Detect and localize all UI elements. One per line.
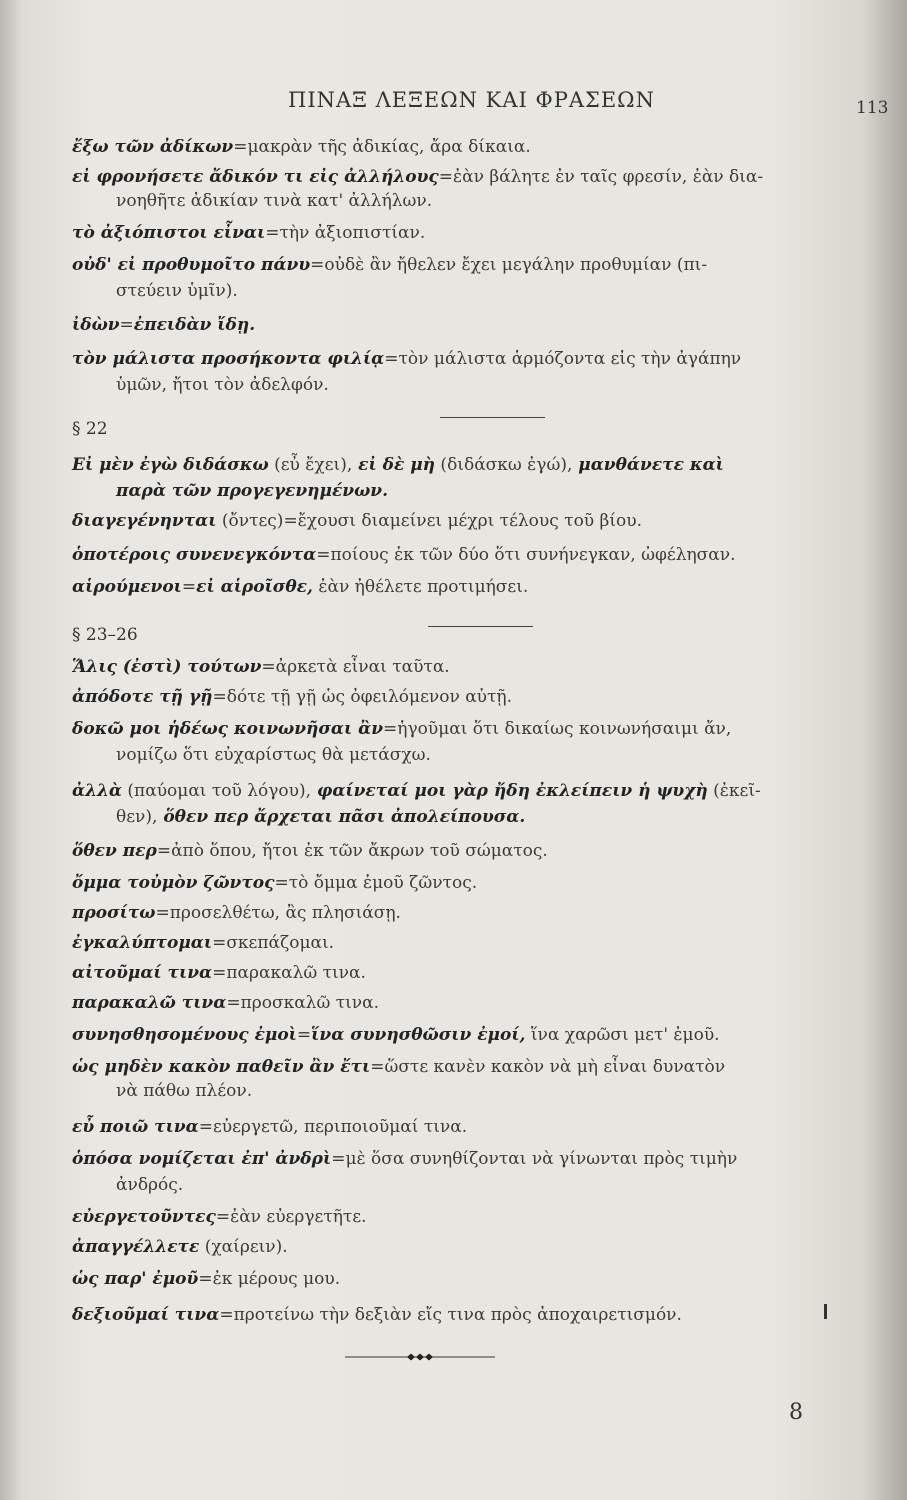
glossary-entry bbox=[72, 347, 741, 371]
entry-separator: = bbox=[370, 1057, 385, 1077]
entry-gloss: ἡγοῦμαι ὅτι δικαίως κοινωνήσαιμι ἄν, bbox=[397, 719, 732, 739]
entry-term: αἰτοῦμαί τινα bbox=[72, 963, 213, 983]
section-divider bbox=[428, 626, 533, 627]
entry-gloss: ἀρκετὰ εἶναι ταῦτα. bbox=[275, 657, 450, 677]
entry-separator: = bbox=[155, 903, 170, 923]
entry-gloss: ἵνα χαρῶσι μετ' ἐμοῦ. bbox=[525, 1025, 720, 1045]
entry-term: ὁπόσα νομίζεται ἐπ' ἀνδρὶ bbox=[72, 1149, 332, 1169]
entry-gloss: τὸ ὄμμα ἐμοῦ ζῶντος. bbox=[288, 873, 478, 893]
entry-term: εὖ ποιῶ τινα bbox=[72, 1117, 199, 1137]
entry-separator: = bbox=[331, 1149, 346, 1169]
end-ornament bbox=[345, 1352, 495, 1362]
entry-separator: = bbox=[212, 963, 227, 983]
glossary-entry bbox=[72, 313, 255, 337]
entry-separator: = bbox=[265, 223, 280, 243]
entry-separator: = bbox=[219, 1305, 234, 1325]
entry-term: ὁποτέροις συνενεγκόντα bbox=[72, 545, 317, 565]
entry-separator: = bbox=[274, 873, 289, 893]
glossary-entry bbox=[72, 839, 548, 863]
entry-term: οὐδ' εἰ προθυμοῖτο πάνυ bbox=[72, 255, 311, 275]
margin-mark bbox=[824, 1304, 827, 1319]
glossary-entry bbox=[72, 453, 724, 477]
entry-term: ἐγκαλύπτομαι bbox=[72, 933, 213, 953]
glossary-entry bbox=[116, 1079, 252, 1103]
entry-term: Εἰ μὲν ἐγὼ διδάσκω bbox=[72, 455, 269, 475]
entry-gloss: (παύομαι τοῦ λόγου), bbox=[122, 781, 312, 801]
glossary-entry bbox=[72, 1303, 682, 1327]
entry-term: εἰ φρονήσετε ἄδικόν τι εἰς ἀλλήλους bbox=[72, 167, 439, 187]
glossary-entry bbox=[116, 805, 525, 829]
section-label: § 22 bbox=[72, 419, 108, 439]
entry-gloss: ἐκ μέρους μου. bbox=[212, 1269, 341, 1289]
glossary-entry bbox=[72, 901, 401, 925]
entry-separator: = bbox=[316, 545, 331, 565]
entry-term: ἔξω τῶν ἀδίκων bbox=[72, 137, 234, 157]
entry-gloss: (διδάσκω ἐγώ), bbox=[435, 455, 573, 475]
entry-gloss: δότε τῇ γῇ ὡς ὀφειλόμενον αὐτῇ. bbox=[226, 687, 513, 707]
entry-term: αἱρούμενοι bbox=[72, 577, 182, 597]
glossary-entry bbox=[72, 655, 450, 679]
entry-term: ἀλλὰ bbox=[72, 781, 123, 801]
entry-separator: = bbox=[119, 315, 134, 335]
entry-term: ὡς παρ' ἐμοῦ bbox=[72, 1269, 199, 1289]
glossary-entry bbox=[72, 1235, 288, 1259]
entry-term: ἀπόδοτε τῇ γῇ bbox=[72, 687, 213, 707]
glossary-entry bbox=[116, 373, 329, 397]
entry-separator: = bbox=[261, 657, 276, 677]
entry-separator: = bbox=[215, 1207, 231, 1227]
entry-term: δεξιοῦμαί τινα bbox=[72, 1305, 220, 1325]
glossary-entry bbox=[72, 1147, 737, 1171]
entry-separator: = bbox=[310, 255, 325, 275]
entry-separator: = bbox=[296, 1025, 312, 1045]
entry-gloss: προτείνω τὴν δεξιὰν εἴς τινα πρὸς ἀποχαιρετισμόν. bbox=[233, 1305, 682, 1325]
entry-gloss: σκεπάζομαι. bbox=[226, 933, 335, 953]
section-divider bbox=[440, 417, 545, 418]
entry-gloss: ἀπὸ ὅπου, ἤτοι ἐκ τῶν ἄκρων τοῦ σώματος. bbox=[171, 841, 548, 861]
entry-gloss: μὲ ὅσα συνηθίζονται νὰ γίνωνται πρὸς τιμὴν bbox=[345, 1149, 738, 1169]
glossary-entry bbox=[72, 1205, 367, 1229]
glossary-entry bbox=[72, 779, 761, 803]
entry-term: εἰ δὲ μὴ bbox=[352, 455, 436, 475]
glossary-entry bbox=[72, 165, 763, 189]
entry-gloss: ὥστε κανὲν κακὸν νὰ μὴ εἶναι δυνατὸν bbox=[384, 1057, 726, 1077]
entry-term: ὡς μηδὲν κακὸν παθεῖν ἂν ἔτι bbox=[72, 1057, 371, 1077]
entry-gloss: ἐὰν βάλητε ἐν ταῖς φρεσίν, ἐὰν δια- bbox=[453, 167, 764, 187]
section-label: § 23–26 bbox=[72, 625, 138, 645]
entry-gloss: νοηθῆτε ἀδικίαν τινὰ κατ' ἀλλήλων. bbox=[116, 191, 433, 211]
entry-gloss: ὑμῶν, ἤτοι τὸν ἀδελφόν. bbox=[116, 375, 329, 395]
entry-gloss: προσελθέτω, ἂς πλησιάσῃ. bbox=[169, 903, 401, 923]
entry-term: δοκῶ μοι ἡδέως κοινωνῆσαι ἂν bbox=[72, 719, 384, 739]
entry-term: ὅθεν περ ἄρχεται πᾶσι ἀπολείπουσα. bbox=[157, 807, 526, 827]
entry-gloss: ἐὰν εὐεργετῆτε. bbox=[230, 1207, 367, 1227]
glossary-entry bbox=[116, 189, 432, 213]
section-heading bbox=[72, 417, 108, 441]
entry-gloss-term: εἰ αἱροῖσθε, bbox=[196, 577, 313, 597]
entry-gloss: (ὄντες)=ἔχουσι διαμείνει μέχρι τέλους τοῦ βίου. bbox=[216, 511, 643, 531]
entry-gloss: παρακαλῶ τινα. bbox=[226, 963, 366, 983]
entry-separator: = bbox=[198, 1269, 213, 1289]
entry-term: παρὰ τῶν προγεγενημένων. bbox=[116, 481, 388, 501]
entry-term: ἀπαγγέλλετε bbox=[72, 1237, 200, 1257]
glossary-entry bbox=[72, 543, 736, 567]
glossary-entry bbox=[72, 1055, 725, 1079]
glossary-entry bbox=[72, 871, 477, 895]
entry-gloss: ἐὰν ἠθέλετε προτιμήσει. bbox=[312, 577, 529, 597]
glossary-entry bbox=[116, 1173, 183, 1197]
entry-term: τὸ ἀξιόπιστοι εἶναι bbox=[72, 223, 266, 243]
entry-gloss: νομίζω ὅτι εὐχαρίστως θὰ μετάσχω. bbox=[116, 745, 431, 765]
glossary-entry bbox=[72, 991, 379, 1015]
glossary-entry bbox=[116, 743, 431, 767]
entry-gloss: ἀνδρός. bbox=[116, 1175, 184, 1195]
entry-separator: = bbox=[212, 933, 227, 953]
glossary-entry bbox=[72, 1267, 340, 1291]
entry-term: Ἅλις (ἐστὶ) τούτων bbox=[72, 657, 262, 677]
entry-term: ὅθεν περ bbox=[72, 841, 157, 861]
entry-separator: = bbox=[181, 577, 197, 597]
glossary-entry bbox=[72, 509, 642, 533]
entry-term: μανθάνετε καὶ bbox=[572, 455, 724, 475]
entry-gloss: θεν), bbox=[116, 807, 158, 827]
glossary-entry bbox=[72, 931, 334, 955]
entry-gloss: στεύειν ὑμῖν). bbox=[116, 281, 238, 301]
entry-term: προσίτω bbox=[72, 903, 156, 923]
entry-gloss: μακρὰν τῆς ἀδικίας, ἄρα δίκαια. bbox=[247, 137, 531, 157]
entry-term: διαγεγένηνται bbox=[72, 511, 217, 531]
entry-separator: = bbox=[212, 687, 227, 707]
entry-gloss: εὐεργετῶ, περιποιοῦμαί τινα. bbox=[212, 1117, 468, 1137]
glossary-entry bbox=[72, 685, 512, 709]
entry-term: συνησθησομένους ἐμοὶ bbox=[72, 1025, 297, 1045]
page-number: 113 bbox=[856, 98, 889, 118]
entry-term: εὐεργετοῦντες bbox=[72, 1207, 216, 1227]
glossary-entry bbox=[72, 1115, 467, 1139]
entry-gloss: ἐπειδὰν ἴδῃ. bbox=[133, 315, 256, 335]
glossary-entry bbox=[72, 221, 425, 245]
entry-gloss: (ἐκεῖ- bbox=[707, 781, 761, 801]
glossary-entry bbox=[72, 253, 707, 277]
entry-gloss: προσκαλῶ τινα. bbox=[240, 993, 380, 1013]
entry-gloss: οὐδὲ ἂν ἤθελεν ἔχει μεγάλην προθυμίαν (πι- bbox=[324, 255, 708, 275]
entry-separator: = bbox=[438, 167, 454, 187]
glossary-entry bbox=[116, 479, 388, 503]
entry-gloss: τὴν ἀξιοπιστίαν. bbox=[279, 223, 426, 243]
entry-gloss-term: ἵνα συνησθῶσιν ἐμοί, bbox=[311, 1025, 526, 1045]
glossary-entry bbox=[72, 1023, 720, 1047]
page-header bbox=[0, 88, 907, 118]
entry-gloss: (χαίρειν). bbox=[199, 1237, 288, 1257]
signature-number: 8 bbox=[789, 1400, 803, 1425]
entry-term: ὄμμα τοὐμὸν ζῶντος bbox=[72, 873, 275, 893]
glossary-entry bbox=[72, 961, 366, 985]
entry-separator: = bbox=[383, 719, 398, 739]
entry-separator: = bbox=[156, 841, 172, 861]
entry-separator: = bbox=[198, 1117, 213, 1137]
section-heading bbox=[72, 623, 138, 647]
entry-gloss: (εὖ ἔχει), bbox=[268, 455, 353, 475]
glossary-entry bbox=[72, 575, 528, 599]
entry-separator: = bbox=[226, 993, 241, 1013]
entry-gloss: νὰ πάθω πλέον. bbox=[116, 1081, 253, 1101]
entry-gloss: τὸν μάλιστα ἁρμόζοντα εἰς τὴν ἀγάπην bbox=[398, 349, 742, 369]
glossary-entry bbox=[116, 279, 238, 303]
page-title: ΠΙΝΑΞ ΛΕΞΕΩΝ ΚΑΙ ΦΡΑΣΕΩΝ bbox=[288, 88, 655, 112]
entry-term: τὸν μάλιστα προσήκοντα φιλίᾳ bbox=[72, 349, 385, 369]
entry-separator: = bbox=[233, 137, 248, 157]
entry-separator: = bbox=[384, 349, 399, 369]
entry-term: φαίνεταί μοι γὰρ ἤδη ἐκλείπειν ἡ ψυχὴ bbox=[311, 781, 708, 801]
glossary-entry bbox=[72, 717, 731, 741]
entry-term: παρακαλῶ τινα bbox=[72, 993, 227, 1013]
entry-gloss: ποίους ἐκ τῶν δύο ὅτι συνήνεγκαν, ὠφέλησαν. bbox=[330, 545, 736, 565]
entry-term: ἰδὼν bbox=[72, 315, 120, 335]
glossary-entry bbox=[72, 135, 531, 159]
